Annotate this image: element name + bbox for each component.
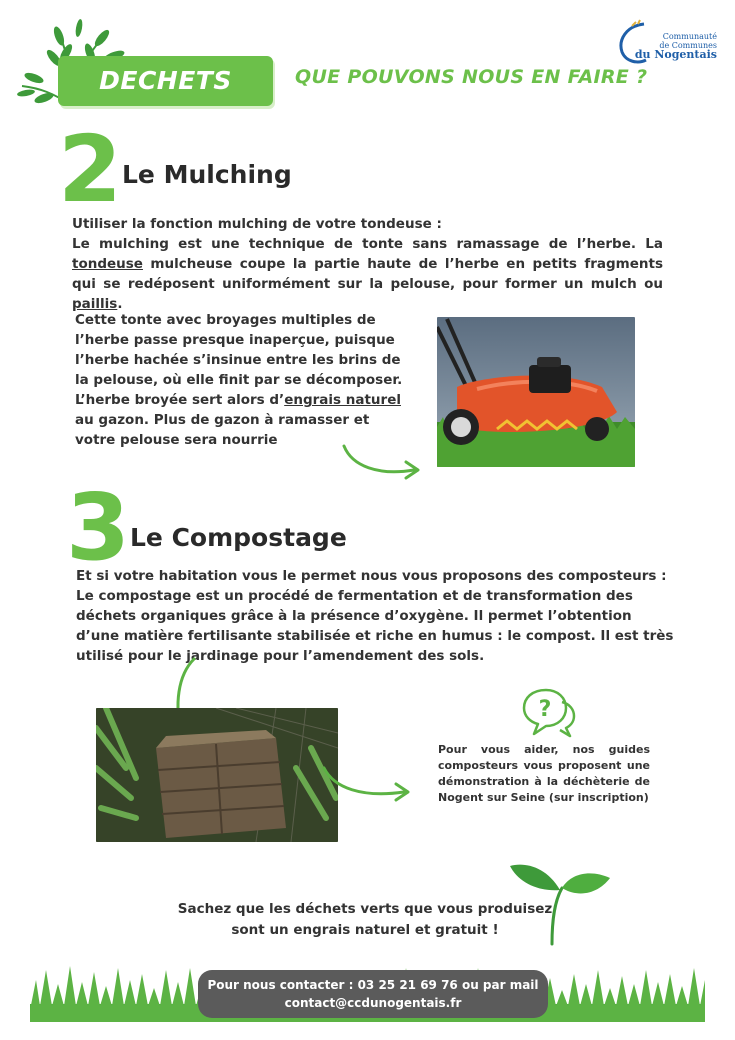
section-number-3: 3 [66,474,131,581]
contact-email[interactable]: contact@ccdunogentais.fr [284,996,462,1010]
banner-label: DECHETS VERTS [99,66,232,145]
curved-arrow-icon [338,440,428,485]
section-number-2: 2 [58,116,123,223]
curved-arrow-icon [318,762,418,807]
question-bubble-icon [518,686,580,738]
link-tondeuse: tondeuse [72,256,143,272]
logo: Communauté de Communes du Nogentais [634,32,717,61]
mulching-body-text: Cette tonte avec broyages multiples de l’herbe passe presque inaperçue, puisque l’herbe hachée s’insinue entre les brins de la pelouse, où elle finit par se décomposer. L’herbe broyée sert alors d’engrais naturel au gazon. Plus de gazon à ramasser et votre pelouse sera nourrie [75,312,403,448]
compostage-intro-line: Et si votre habitation vous le permet nous vous proposons des composteurs : [76,568,667,584]
page-tagline: QUE POUVONS NOUS EN FAIRE ? [295,66,648,88]
link-engrais-naturel: engrais naturel [284,392,401,408]
section-title-compostage: Le Compostage [130,523,347,552]
section-title-mulching: Le Mulching [122,160,292,189]
compost-bin-photo [96,708,338,842]
contact-box [198,970,548,1018]
mulching-intro-line: Utiliser la fonction mulching de votre tondeuse : [72,216,442,232]
link-paillis: paillis [72,296,118,312]
lawn-mower-photo [437,317,635,467]
conclusion-text: Sachez que les déchets verts que vous produisez sont un engrais naturel et gratuit ! [177,901,553,938]
help-text: Pour vous aider, nos guides composteurs vous proposent une démonstration à la déchèterie de Nogent sur Seine (sur inscription) [438,743,650,804]
section-banner [58,56,273,145]
svg-text:?: ? [538,697,552,722]
mulching-intro-text: Le mulching est une technique de tonte sans ramassage de l’herbe. La tondeuse mulcheuse coupe la partie haute de l’herbe en petits fragments qui se redéposent uniformément sur la pelouse, pour former un mulch ou paillis. [72,236,663,312]
compostage-body-text: Le compostage est un procédé de fermentation et de transformation des déchets organiques grâce à la présence d’oxygène. Il permet l’obtention d’une matière fertilisante stabilisée et riche en humus : le compost. Il est très utilisé pour le jardinage pour l’amendement des sols. [76,588,674,664]
contact-phone: Pour nous contacter : 03 25 21 69 76 ou par mail [207,978,539,992]
